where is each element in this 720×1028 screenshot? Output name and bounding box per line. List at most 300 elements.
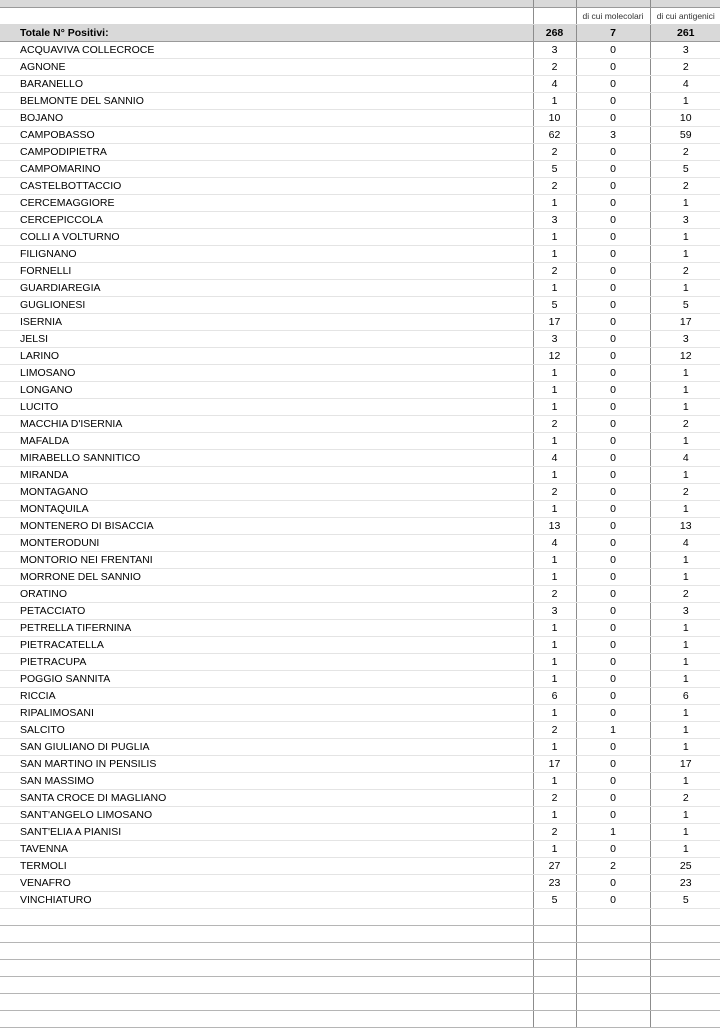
molecolari-cell: 0: [576, 620, 650, 637]
comune-cell: MACCHIA D'ISERNIA: [0, 416, 533, 433]
comune-cell: MAFALDA: [0, 433, 533, 450]
antigenici-cell: 10: [650, 110, 720, 127]
comune-cell: SANT'ELIA A PIANISI: [0, 824, 533, 841]
comune-cell: FORNELLI: [0, 263, 533, 280]
table-row: [0, 705, 720, 722]
comune-cell: COLLI A VOLTURNO: [0, 229, 533, 246]
antigenici-cell: 4: [650, 450, 720, 467]
molecolari-cell: 0: [576, 212, 650, 229]
molecolari-cell: 0: [576, 110, 650, 127]
antigenici-cell: 1: [650, 467, 720, 484]
antigenici-cell: 25: [650, 858, 720, 875]
molecolari-cell: 3: [576, 127, 650, 144]
comune-cell: MONTERODUNI: [0, 535, 533, 552]
empty-row: [0, 943, 720, 960]
comune-cell: SAN GIULIANO DI PUGLIA: [0, 739, 533, 756]
column-header-molecolari: di cui molecolari: [576, 8, 650, 25]
empty-cell: [533, 943, 576, 960]
positivi-cell: 1: [533, 280, 576, 297]
positivi-cell: 5: [533, 892, 576, 909]
molecolari-cell: 0: [576, 76, 650, 93]
antigenici-cell: 1: [650, 229, 720, 246]
positivi-cell: 2: [533, 722, 576, 739]
positivi-cell: 2: [533, 144, 576, 161]
positivi-cell: 17: [533, 756, 576, 773]
table-row: [0, 76, 720, 93]
antigenici-cell: 17: [650, 314, 720, 331]
empty-cell: [576, 909, 650, 926]
positivi-cell: 5: [533, 161, 576, 178]
positivi-cell: 1: [533, 433, 576, 450]
positivi-cell: 2: [533, 484, 576, 501]
antigenici-cell: 1: [650, 620, 720, 637]
antigenici-cell: 1: [650, 365, 720, 382]
table-row: [0, 59, 720, 76]
comune-cell: MORRONE DEL SANNIO: [0, 569, 533, 586]
comune-cell: SALCITO: [0, 722, 533, 739]
positivi-cell: 27: [533, 858, 576, 875]
antigenici-cell: 1: [650, 552, 720, 569]
table-row: [0, 569, 720, 586]
empty-cell: [0, 943, 533, 960]
comune-cell: FILIGNANO: [0, 246, 533, 263]
positivi-cell: 1: [533, 229, 576, 246]
positivi-cell: 2: [533, 178, 576, 195]
molecolari-cell: 0: [576, 229, 650, 246]
positivi-cell: 2: [533, 824, 576, 841]
positivi-cell: 1: [533, 246, 576, 263]
table-row: [0, 739, 720, 756]
molecolari-cell: 0: [576, 450, 650, 467]
comune-cell: ORATINO: [0, 586, 533, 603]
column-header-row: [0, 8, 720, 25]
total-positivi: 268: [533, 25, 576, 42]
molecolari-cell: 0: [576, 382, 650, 399]
antigenici-cell: 1: [650, 722, 720, 739]
empty-cell: [650, 943, 720, 960]
empty-cell: [650, 1011, 720, 1028]
comune-cell: SAN MASSIMO: [0, 773, 533, 790]
antigenici-cell: 1: [650, 841, 720, 858]
table-row: [0, 382, 720, 399]
comune-cell: CAMPOBASSO: [0, 127, 533, 144]
molecolari-cell: 0: [576, 416, 650, 433]
molecolari-cell: 0: [576, 552, 650, 569]
positivi-cell: 4: [533, 535, 576, 552]
column-header-antigenici: di cui antigenici: [650, 8, 720, 25]
header-band: [0, 0, 720, 8]
comune-cell: GUGLIONESI: [0, 297, 533, 314]
positivi-cell: 17: [533, 314, 576, 331]
positivi-cell: 1: [533, 671, 576, 688]
antigenici-cell: 3: [650, 603, 720, 620]
comune-cell: SAN MARTINO IN PENSILIS: [0, 756, 533, 773]
molecolari-cell: 0: [576, 93, 650, 110]
table-row: [0, 314, 720, 331]
table-row: [0, 484, 720, 501]
antigenici-cell: 1: [650, 654, 720, 671]
antigenici-cell: 1: [650, 280, 720, 297]
antigenici-cell: 1: [650, 807, 720, 824]
molecolari-cell: 0: [576, 59, 650, 76]
positivi-cell: 2: [533, 263, 576, 280]
antigenici-cell: 13: [650, 518, 720, 535]
table-row: [0, 688, 720, 705]
comune-cell: LUCITO: [0, 399, 533, 416]
antigenici-cell: 4: [650, 76, 720, 93]
positivi-cell: 4: [533, 76, 576, 93]
empty-cell: [650, 960, 720, 977]
antigenici-cell: 1: [650, 637, 720, 654]
positivi-cell: 2: [533, 790, 576, 807]
molecolari-cell: 0: [576, 42, 650, 59]
table-row: [0, 603, 720, 620]
positivi-cell: 1: [533, 773, 576, 790]
table-row: [0, 892, 720, 909]
positivi-cell: 1: [533, 620, 576, 637]
empty-cell: [650, 909, 720, 926]
comune-cell: LONGANO: [0, 382, 533, 399]
table-row: [0, 586, 720, 603]
antigenici-cell: 5: [650, 892, 720, 909]
molecolari-cell: 0: [576, 535, 650, 552]
table-row: [0, 195, 720, 212]
comune-cell: ACQUAVIVA COLLECROCE: [0, 42, 533, 59]
empty-cell: [576, 977, 650, 994]
antigenici-cell: 2: [650, 790, 720, 807]
antigenici-cell: 2: [650, 59, 720, 76]
antigenici-cell: 59: [650, 127, 720, 144]
positivi-cell: 1: [533, 467, 576, 484]
positivi-cell: 2: [533, 416, 576, 433]
header-cell: [0, 0, 533, 8]
positivi-cell: 1: [533, 195, 576, 212]
molecolari-cell: 0: [576, 297, 650, 314]
table-row: [0, 110, 720, 127]
molecolari-cell: 0: [576, 263, 650, 280]
table-row: [0, 841, 720, 858]
molecolari-cell: 0: [576, 331, 650, 348]
table-row: [0, 671, 720, 688]
comune-cell: PIETRACUPA: [0, 654, 533, 671]
comune-cell: SANT'ANGELO LIMOSANO: [0, 807, 533, 824]
positivi-cell: 1: [533, 841, 576, 858]
positivi-cell: 1: [533, 365, 576, 382]
empty-cell: [0, 909, 533, 926]
comune-cell: MONTORIO NEI FRENTANI: [0, 552, 533, 569]
comune-cell: PIETRACATELLA: [0, 637, 533, 654]
empty-cell: [576, 943, 650, 960]
positivi-cell: 3: [533, 603, 576, 620]
empty-cell: [576, 994, 650, 1011]
comune-cell: TAVENNA: [0, 841, 533, 858]
comune-cell: MONTENERO DI BISACCIA: [0, 518, 533, 535]
comune-cell: PETRELLA TIFERNINA: [0, 620, 533, 637]
comune-cell: MONTAGANO: [0, 484, 533, 501]
total-antigenici: 261: [650, 25, 720, 42]
table-row: [0, 552, 720, 569]
molecolari-cell: 1: [576, 824, 650, 841]
antigenici-cell: 1: [650, 433, 720, 450]
antigenici-cell: 1: [650, 569, 720, 586]
molecolari-cell: 0: [576, 144, 650, 161]
molecolari-cell: 1: [576, 722, 650, 739]
molecolari-cell: 2: [576, 858, 650, 875]
antigenici-cell: 2: [650, 416, 720, 433]
antigenici-cell: 5: [650, 161, 720, 178]
antigenici-cell: 3: [650, 331, 720, 348]
antigenici-cell: 1: [650, 195, 720, 212]
comune-cell: BARANELLO: [0, 76, 533, 93]
comune-cell: CERCEMAGGIORE: [0, 195, 533, 212]
molecolari-cell: 0: [576, 671, 650, 688]
table-row: [0, 161, 720, 178]
comune-cell: PETACCIATO: [0, 603, 533, 620]
positivi-cell: 1: [533, 654, 576, 671]
empty-row: [0, 960, 720, 977]
molecolari-cell: 0: [576, 875, 650, 892]
antigenici-cell: 5: [650, 297, 720, 314]
empty-row: [0, 926, 720, 943]
column-header-positivi: [533, 8, 576, 25]
comune-cell: TERMOLI: [0, 858, 533, 875]
molecolari-cell: 0: [576, 603, 650, 620]
table-row: [0, 790, 720, 807]
table-row: [0, 620, 720, 637]
table-row: [0, 535, 720, 552]
antigenici-cell: 17: [650, 756, 720, 773]
molecolari-cell: 0: [576, 637, 650, 654]
molecolari-cell: 0: [576, 433, 650, 450]
positivi-cell: 3: [533, 331, 576, 348]
antigenici-cell: 1: [650, 93, 720, 110]
molecolari-cell: 0: [576, 688, 650, 705]
antigenici-cell: 1: [650, 773, 720, 790]
header-cell: [650, 0, 720, 8]
empty-cell: [650, 926, 720, 943]
empty-cell: [0, 994, 533, 1011]
positivi-cell: 1: [533, 501, 576, 518]
total-label: Totale N° Positivi:: [0, 25, 533, 42]
molecolari-cell: 0: [576, 195, 650, 212]
table-row: [0, 93, 720, 110]
positivi-cell: 13: [533, 518, 576, 535]
empty-row: [0, 977, 720, 994]
comune-cell: VINCHIATURO: [0, 892, 533, 909]
empty-cell: [650, 994, 720, 1011]
antigenici-cell: 4: [650, 535, 720, 552]
positivi-cell: 23: [533, 875, 576, 892]
comune-cell: CASTELBOTTACCIO: [0, 178, 533, 195]
positivi-cell: 62: [533, 127, 576, 144]
table-row: [0, 467, 720, 484]
molecolari-cell: 0: [576, 161, 650, 178]
positivi-cell: 1: [533, 739, 576, 756]
antigenici-cell: 1: [650, 246, 720, 263]
comune-cell: BOJANO: [0, 110, 533, 127]
table-row: [0, 331, 720, 348]
table-row: [0, 365, 720, 382]
comune-cell: CERCEPICCOLA: [0, 212, 533, 229]
positivi-cell: 3: [533, 42, 576, 59]
empty-cell: [533, 977, 576, 994]
table-row: [0, 722, 720, 739]
table-row: [0, 348, 720, 365]
header-cell: [576, 0, 650, 8]
empty-cell: [0, 960, 533, 977]
comune-cell: SANTA CROCE DI MAGLIANO: [0, 790, 533, 807]
empty-row: [0, 1011, 720, 1028]
comune-cell: LARINO: [0, 348, 533, 365]
comune-cell: POGGIO SANNITA: [0, 671, 533, 688]
comune-cell: MIRABELLO SANNITICO: [0, 450, 533, 467]
comune-cell: CAMPOMARINO: [0, 161, 533, 178]
positivi-cell: 12: [533, 348, 576, 365]
positivi-cell: 1: [533, 552, 576, 569]
empty-cell: [0, 977, 533, 994]
positivi-cell: 1: [533, 637, 576, 654]
antigenici-cell: 23: [650, 875, 720, 892]
table-row: [0, 297, 720, 314]
positivi-cell: 3: [533, 212, 576, 229]
molecolari-cell: 0: [576, 841, 650, 858]
table-row: [0, 399, 720, 416]
antigenici-cell: 1: [650, 399, 720, 416]
antigenici-cell: 3: [650, 42, 720, 59]
table-row: [0, 807, 720, 824]
comune-cell: RICCIA: [0, 688, 533, 705]
antigenici-cell: 2: [650, 144, 720, 161]
antigenici-cell: 1: [650, 705, 720, 722]
table-row: [0, 824, 720, 841]
molecolari-cell: 0: [576, 501, 650, 518]
table-row: [0, 42, 720, 59]
positivi-cell: 2: [533, 586, 576, 603]
antigenici-cell: 1: [650, 501, 720, 518]
molecolari-cell: 0: [576, 348, 650, 365]
positivi-cell: 1: [533, 399, 576, 416]
empty-cell: [533, 926, 576, 943]
comune-cell: LIMOSANO: [0, 365, 533, 382]
comune-cell: VENAFRO: [0, 875, 533, 892]
positivi-cell: 4: [533, 450, 576, 467]
table-row: [0, 501, 720, 518]
positivi-cell: 1: [533, 93, 576, 110]
molecolari-cell: 0: [576, 807, 650, 824]
positivi-cell: 1: [533, 705, 576, 722]
positivi-cell: 6: [533, 688, 576, 705]
total-row: [0, 25, 720, 42]
molecolari-cell: 0: [576, 739, 650, 756]
table-row: [0, 450, 720, 467]
antigenici-cell: 6: [650, 688, 720, 705]
molecolari-cell: 0: [576, 280, 650, 297]
empty-row: [0, 994, 720, 1011]
empty-cell: [0, 1011, 533, 1028]
antigenici-cell: 2: [650, 484, 720, 501]
positivi-cell: 2: [533, 59, 576, 76]
antigenici-cell: 2: [650, 586, 720, 603]
antigenici-cell: 1: [650, 671, 720, 688]
molecolari-cell: 0: [576, 756, 650, 773]
molecolari-cell: 0: [576, 790, 650, 807]
table-row: [0, 263, 720, 280]
table-row: [0, 178, 720, 195]
molecolari-cell: 0: [576, 484, 650, 501]
molecolari-cell: 0: [576, 246, 650, 263]
molecolari-cell: 0: [576, 518, 650, 535]
table-row: [0, 637, 720, 654]
empty-cell: [533, 909, 576, 926]
empty-row: [0, 909, 720, 926]
molecolari-cell: 0: [576, 654, 650, 671]
antigenici-cell: 2: [650, 178, 720, 195]
antigenici-cell: 12: [650, 348, 720, 365]
comune-cell: AGNONE: [0, 59, 533, 76]
comune-cell: ISERNIA: [0, 314, 533, 331]
table-row: [0, 875, 720, 892]
antigenici-cell: 3: [650, 212, 720, 229]
molecolari-cell: 0: [576, 365, 650, 382]
molecolari-cell: 0: [576, 467, 650, 484]
positivi-cell: 1: [533, 382, 576, 399]
empty-cell: [533, 1011, 576, 1028]
table-row: [0, 144, 720, 161]
comune-cell: RIPALIMOSANI: [0, 705, 533, 722]
table-row: [0, 229, 720, 246]
antigenici-cell: 2: [650, 263, 720, 280]
comune-cell: CAMPODIPIETRA: [0, 144, 533, 161]
molecolari-cell: 0: [576, 892, 650, 909]
molecolari-cell: 0: [576, 773, 650, 790]
table-row: [0, 212, 720, 229]
antigenici-cell: 1: [650, 382, 720, 399]
comune-cell: BELMONTE DEL SANNIO: [0, 93, 533, 110]
positivi-cell: 1: [533, 569, 576, 586]
molecolari-cell: 0: [576, 586, 650, 603]
molecolari-cell: 0: [576, 178, 650, 195]
table-row: [0, 773, 720, 790]
table-row: [0, 416, 720, 433]
antigenici-cell: 1: [650, 739, 720, 756]
table-row: [0, 280, 720, 297]
antigenici-cell: 1: [650, 824, 720, 841]
molecolari-cell: 0: [576, 569, 650, 586]
molecolari-cell: 0: [576, 314, 650, 331]
table-row: [0, 127, 720, 144]
empty-cell: [650, 977, 720, 994]
table-row: [0, 246, 720, 263]
column-header-comune: [0, 8, 533, 25]
comune-cell: MONTAQUILA: [0, 501, 533, 518]
empty-cell: [533, 994, 576, 1011]
table-row: [0, 756, 720, 773]
table-row: [0, 858, 720, 875]
positivi-cell: 1: [533, 807, 576, 824]
comune-cell: MIRANDA: [0, 467, 533, 484]
empty-cell: [576, 926, 650, 943]
table-row: [0, 654, 720, 671]
empty-cell: [576, 1011, 650, 1028]
positivi-cell: 5: [533, 297, 576, 314]
total-molecolari: 7: [576, 25, 650, 42]
empty-cell: [576, 960, 650, 977]
molecolari-cell: 0: [576, 399, 650, 416]
table-row: [0, 518, 720, 535]
positivi-cell: 10: [533, 110, 576, 127]
table-row: [0, 433, 720, 450]
header-cell: [533, 0, 576, 8]
